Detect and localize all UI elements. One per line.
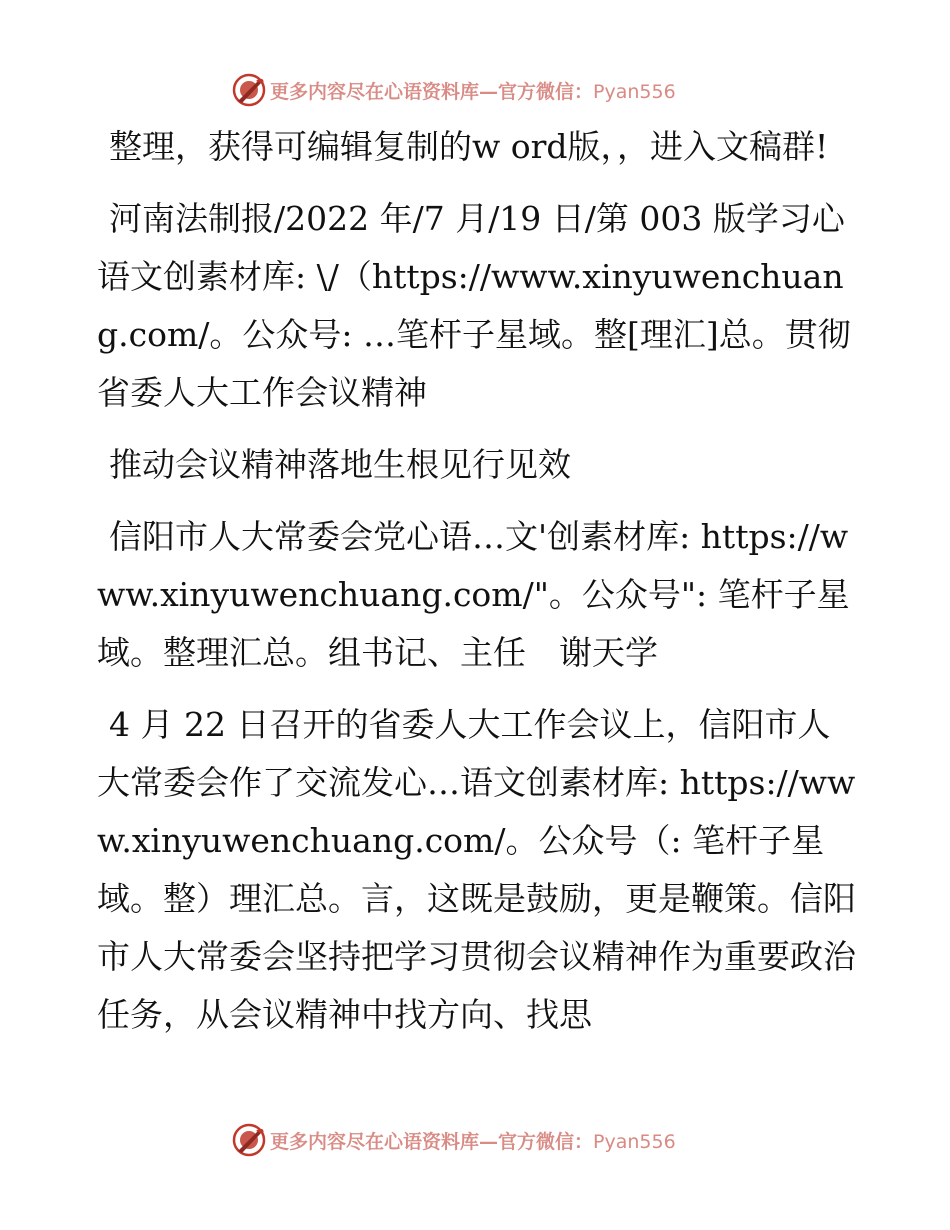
paragraph-4-byline: 信阳市人大常委会党心语…文'创素材库: https://www.xinyuwenchuang.com/"。公众号": 笔杆子星域。整理汇总。组书记、主任 谢天学 <box>97 517 850 672</box>
watermark-text: 更多内容尽在心语资料库—官方微信：Pyan556 <box>270 80 676 103</box>
header-watermark <box>232 72 752 108</box>
quill-seal-icon <box>232 1123 266 1157</box>
footer-watermark <box>232 1122 752 1158</box>
paragraph-3-heading: 推动会议精神落地生根见行见效 <box>109 445 571 484</box>
watermark-handle: Pyan556 <box>593 80 676 103</box>
paragraph-5: 4 月 22 日召开的省委人大工作会议上，信阳市人大常委会作了交流发心…语文创素材库: https://www.xinyuwenchuang.com/。公众号（: 笔杆子星域。整）理汇总。言，这既是鼓励，更是鞭策。信阳市人大常委会坚持把学习贯彻会议精神作为重要政治任务，从会议精神中找方向、找思 <box>97 705 856 1034</box>
watermark-handle: Pyan556 <box>593 1130 676 1153</box>
document-body <box>97 118 857 1058</box>
paragraph-1: 整理，获得可编辑复制的w ord版，，进入文稿群! <box>109 127 829 166</box>
quill-seal-icon <box>232 73 266 107</box>
watermark-text: 更多内容尽在心语资料库—官方微信：Pyan556 <box>270 1130 676 1153</box>
paragraph-2: 河南法制报/2022 年/7 月/19 日/第 003 版学习心语文创素材库: \/（https://www.xinyuwenchuang.com/。公众号: …笔杆子星域。整[理汇]总。贯彻省委人大工作会议精神 <box>97 199 851 412</box>
